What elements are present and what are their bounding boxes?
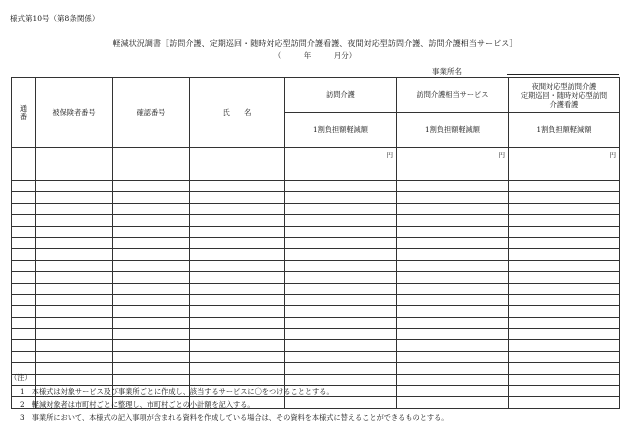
name-cell[interactable] xyxy=(190,237,285,248)
reduction-amount-cell-2[interactable] xyxy=(397,226,509,237)
reduction-amount-cell-1[interactable] xyxy=(285,226,397,237)
seq-cell[interactable] xyxy=(12,215,36,226)
seq-cell[interactable] xyxy=(12,249,36,260)
insured-number-cell[interactable] xyxy=(36,329,113,340)
insured-number-cell[interactable] xyxy=(36,226,113,237)
yen-unit: 円 xyxy=(386,151,393,159)
reduction-amount-cell-2[interactable] xyxy=(397,329,509,340)
name-cell[interactable] xyxy=(190,272,285,283)
seq-cell[interactable] xyxy=(12,148,36,181)
table-row xyxy=(12,294,620,305)
table-row xyxy=(12,329,620,340)
document-title: 軽減状況調書［訪問介護、定期巡回・随時対応型訪問介護看護、夜間対応型訪問介護、訪問介護相当サービス］ xyxy=(112,39,518,48)
name-cell[interactable] xyxy=(190,306,285,317)
reduction-amount-cell-1[interactable] xyxy=(285,272,397,283)
reduction-amount-cell-3[interactable] xyxy=(509,351,620,362)
reduction-amount-cell-1[interactable] xyxy=(285,397,397,408)
reduction-amount-cell-3[interactable] xyxy=(509,181,620,192)
insured-number-cell[interactable] xyxy=(36,283,113,294)
seq-cell[interactable] xyxy=(12,237,36,248)
reduction-amount-cell-1[interactable] xyxy=(285,329,397,340)
note-item-2: 2 軽減対象者は市町村ごとに整理し、市町村ごとの小計額を記入する。 xyxy=(20,400,255,409)
reduction-amount-cell-2[interactable] xyxy=(397,203,509,214)
seq-cell[interactable] xyxy=(12,317,36,328)
name-cell[interactable] xyxy=(190,148,285,181)
insured-number-cell[interactable] xyxy=(36,215,113,226)
table-row xyxy=(12,317,620,328)
confirmation-number-cell[interactable] xyxy=(113,181,190,192)
reduction-amount-cell-2[interactable] xyxy=(397,215,509,226)
reduction-amount-cell-2[interactable] xyxy=(397,386,509,397)
seq-cell[interactable] xyxy=(12,294,36,305)
reduction-amount-cell-3[interactable] xyxy=(509,237,620,248)
name-cell[interactable] xyxy=(190,329,285,340)
reduction-survey-table xyxy=(11,77,620,409)
table-row xyxy=(12,351,620,362)
table-row xyxy=(12,374,620,385)
service-header-night-care: 夜間対応型訪問介護 定期巡回・随時対応型訪問 介護看護 xyxy=(509,78,620,113)
table-row xyxy=(12,260,620,271)
insured-number-header: 被保険者番号 xyxy=(36,78,113,148)
reduction-amount-cell-2[interactable] xyxy=(397,306,509,317)
name-cell[interactable] xyxy=(190,192,285,203)
name-cell[interactable] xyxy=(190,226,285,237)
period-field: （ 年 月分） xyxy=(273,51,357,60)
table-row xyxy=(12,249,620,260)
reduction-amount-cell-2[interactable] xyxy=(397,192,509,203)
confirmation-number-cell[interactable] xyxy=(113,237,190,248)
confirmation-number-cell[interactable] xyxy=(113,148,190,181)
seq-cell[interactable] xyxy=(12,340,36,351)
reduction-amount-cell-3[interactable] xyxy=(509,192,620,203)
insured-number-cell[interactable] xyxy=(36,351,113,362)
seq-cell[interactable] xyxy=(12,272,36,283)
name-header: 氏 名 xyxy=(190,78,285,148)
table-header-row xyxy=(12,78,620,113)
reduction-amount-cell-1[interactable] xyxy=(285,351,397,362)
confirmation-number-cell[interactable] xyxy=(113,272,190,283)
service-header-home-care-equivalent: 訪問介護相当サービス xyxy=(397,78,509,113)
reduction-amount-cell-1[interactable] xyxy=(285,306,397,317)
confirmation-number-cell[interactable] xyxy=(113,192,190,203)
reduction-amount-cell-2[interactable] xyxy=(397,374,509,385)
reduction-amount-cell-1[interactable] xyxy=(285,192,397,203)
reduction-header-2: 1割負担額軽減額 xyxy=(397,113,509,148)
note-item-1: 1 本様式は対象サービス及び事業所ごとに作成し、該当するサービスに〇をつけることとする。 xyxy=(20,387,334,396)
reduction-amount-cell-3[interactable] xyxy=(509,386,620,397)
yen-unit: 円 xyxy=(498,151,505,159)
reduction-amount-cell-3[interactable] xyxy=(509,317,620,328)
notes-title: （注） xyxy=(10,373,32,382)
confirmation-number-cell[interactable] xyxy=(113,317,190,328)
insured-number-cell[interactable] xyxy=(36,340,113,351)
name-cell[interactable] xyxy=(190,294,285,305)
name-cell[interactable] xyxy=(190,249,285,260)
office-name-line xyxy=(507,74,619,75)
reduction-amount-cell-3[interactable] xyxy=(509,148,620,181)
table-row xyxy=(12,363,620,374)
office-name-label: 事業所名 xyxy=(432,67,462,76)
seq-cell[interactable] xyxy=(12,226,36,237)
reduction-amount-cell-1[interactable] xyxy=(285,374,397,385)
reduction-amount-cell-3[interactable] xyxy=(509,363,620,374)
confirmation-number-cell[interactable] xyxy=(113,374,190,385)
reduction-amount-cell-1[interactable] xyxy=(285,317,397,328)
reduction-amount-cell-3[interactable] xyxy=(509,329,620,340)
insured-number-cell[interactable] xyxy=(36,249,113,260)
seq-cell[interactable] xyxy=(12,306,36,317)
note-item-3: 3 事業所において、本様式の記入事項が含まれる資料を作成している場合は、その資料を本様式に替えることができるものとする。 xyxy=(20,413,449,422)
name-cell[interactable] xyxy=(190,260,285,271)
table-row xyxy=(12,181,620,192)
table-row xyxy=(12,226,620,237)
reduction-amount-cell-2[interactable] xyxy=(397,249,509,260)
table-row xyxy=(12,192,620,203)
insured-number-cell[interactable] xyxy=(36,203,113,214)
table-row xyxy=(12,340,620,351)
service-header-home-care: 訪問介護 xyxy=(285,78,397,113)
name-cell[interactable] xyxy=(190,351,285,362)
confirmation-number-cell[interactable] xyxy=(113,340,190,351)
insured-number-cell[interactable] xyxy=(36,306,113,317)
insured-number-cell[interactable] xyxy=(36,294,113,305)
name-cell[interactable] xyxy=(190,340,285,351)
insured-number-cell[interactable] xyxy=(36,260,113,271)
name-cell[interactable] xyxy=(190,203,285,214)
seq-cell[interactable] xyxy=(12,283,36,294)
reduction-amount-cell-3[interactable] xyxy=(509,260,620,271)
confirmation-number-cell[interactable] xyxy=(113,306,190,317)
reduction-amount-cell-2[interactable] xyxy=(397,294,509,305)
reduction-amount-cell-1[interactable] xyxy=(285,283,397,294)
reduction-amount-cell-1[interactable] xyxy=(285,148,397,181)
confirmation-number-cell[interactable] xyxy=(113,363,190,374)
reduction-amount-cell-3[interactable] xyxy=(509,397,620,408)
confirmation-number-cell[interactable] xyxy=(113,249,190,260)
reduction-amount-cell-3[interactable] xyxy=(509,203,620,214)
reduction-amount-cell-3[interactable] xyxy=(509,306,620,317)
insured-number-cell[interactable] xyxy=(36,272,113,283)
name-cell[interactable] xyxy=(190,215,285,226)
confirmation-number-header: 確認番号 xyxy=(113,78,190,148)
reduction-amount-cell-3[interactable] xyxy=(509,374,620,385)
reduction-amount-cell-3[interactable] xyxy=(509,226,620,237)
table-row xyxy=(12,203,620,214)
table-row xyxy=(12,306,620,317)
seq-cell[interactable] xyxy=(12,351,36,362)
reduction-amount-cell-3[interactable] xyxy=(509,283,620,294)
reduction-amount-cell-2[interactable] xyxy=(397,351,509,362)
table-row xyxy=(12,215,620,226)
reduction-amount-cell-1[interactable] xyxy=(285,363,397,374)
reduction-amount-cell-1[interactable] xyxy=(285,260,397,271)
reduction-amount-cell-2[interactable] xyxy=(397,363,509,374)
name-cell[interactable] xyxy=(190,317,285,328)
reduction-header-3: 1割負担額軽減額 xyxy=(509,113,620,148)
reduction-amount-cell-3[interactable] xyxy=(509,215,620,226)
confirmation-number-cell[interactable] xyxy=(113,260,190,271)
seq-header: 通番 xyxy=(12,78,36,148)
confirmation-number-cell[interactable] xyxy=(113,226,190,237)
insured-number-cell[interactable] xyxy=(36,237,113,248)
confirmation-number-cell[interactable] xyxy=(113,203,190,214)
reduction-amount-cell-1[interactable] xyxy=(285,203,397,214)
seq-cell[interactable] xyxy=(12,260,36,271)
confirmation-number-cell[interactable] xyxy=(113,215,190,226)
confirmation-number-cell[interactable] xyxy=(113,351,190,362)
insured-number-cell[interactable] xyxy=(36,181,113,192)
reduction-amount-cell-2[interactable] xyxy=(397,237,509,248)
table-row xyxy=(12,272,620,283)
confirmation-number-cell[interactable] xyxy=(113,283,190,294)
name-cell[interactable] xyxy=(190,374,285,385)
reduction-amount-cell-1[interactable] xyxy=(285,249,397,260)
insured-number-cell[interactable] xyxy=(36,148,113,181)
reduction-amount-cell-1[interactable] xyxy=(285,237,397,248)
reduction-amount-cell-1[interactable] xyxy=(285,181,397,192)
reduction-header-1: 1割負担額軽減額 xyxy=(285,113,397,148)
name-cell[interactable] xyxy=(190,283,285,294)
reduction-amount-cell-3[interactable] xyxy=(509,249,620,260)
confirmation-number-cell[interactable] xyxy=(113,294,190,305)
reduction-amount-cell-3[interactable] xyxy=(509,294,620,305)
table-row xyxy=(12,148,620,181)
reduction-amount-cell-1[interactable] xyxy=(285,294,397,305)
reduction-amount-cell-2[interactable] xyxy=(397,148,509,181)
confirmation-number-cell[interactable] xyxy=(113,329,190,340)
insured-number-cell[interactable] xyxy=(36,317,113,328)
reduction-amount-cell-3[interactable] xyxy=(509,272,620,283)
insured-number-cell[interactable] xyxy=(36,374,113,385)
reduction-amount-cell-2[interactable] xyxy=(397,272,509,283)
form-number: 様式第10号（第8条関係） xyxy=(10,14,100,23)
seq-cell[interactable] xyxy=(12,192,36,203)
reduction-amount-cell-2[interactable] xyxy=(397,317,509,328)
insured-number-cell[interactable] xyxy=(36,363,113,374)
reduction-amount-cell-2[interactable] xyxy=(397,181,509,192)
reduction-amount-cell-2[interactable] xyxy=(397,283,509,294)
reduction-amount-cell-1[interactable] xyxy=(285,340,397,351)
table-row xyxy=(12,237,620,248)
name-cell[interactable] xyxy=(190,363,285,374)
seq-cell[interactable] xyxy=(12,329,36,340)
yen-unit: 円 xyxy=(609,151,616,159)
seq-cell[interactable] xyxy=(12,203,36,214)
reduction-amount-cell-3[interactable] xyxy=(509,340,620,351)
table-row xyxy=(12,283,620,294)
name-cell[interactable] xyxy=(190,181,285,192)
reduction-amount-cell-1[interactable] xyxy=(285,215,397,226)
seq-cell[interactable] xyxy=(12,181,36,192)
insured-number-cell[interactable] xyxy=(36,192,113,203)
reduction-amount-cell-2[interactable] xyxy=(397,340,509,351)
reduction-amount-cell-2[interactable] xyxy=(397,260,509,271)
reduction-amount-cell-2[interactable] xyxy=(397,397,509,408)
